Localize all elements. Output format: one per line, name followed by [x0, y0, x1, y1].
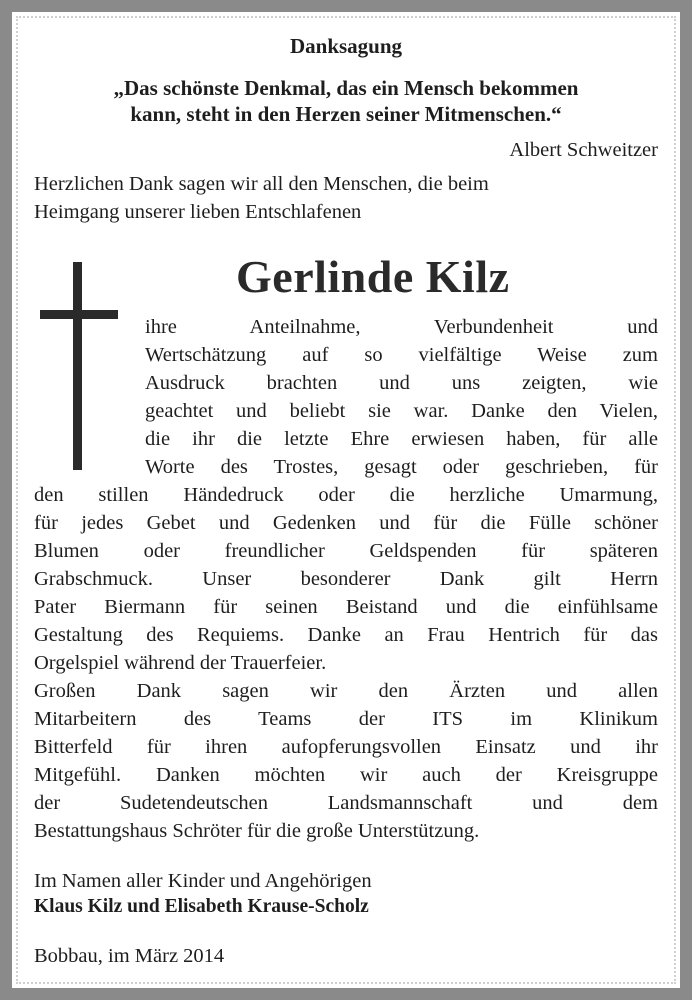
text-line: Worte des Trostes, gesagt oder geschrieben, für [145, 456, 658, 478]
text-line: Blumen oder freundlicher Geldspenden für späteren [34, 540, 658, 562]
text-line: Großen Dank sagen wir den Ärzten und allen [34, 680, 658, 702]
heading: Danksagung [289, 34, 403, 58]
text-line: Pater Biermann für seinen Beistand und die einfühlsame [34, 596, 658, 618]
text-line: für jedes Gebet und Gedenken und für die Fülle schöner [34, 512, 658, 534]
cross-icon [73, 262, 82, 470]
text-line: geachtet und beliebt sie war. Danke den Vielen, [145, 400, 658, 422]
text-line: den stillen Händedruck oder die herzliche Umarmung, [34, 484, 658, 506]
text-line: Grabschmuck. Unser besonderer Dank gilt Herrn [34, 568, 658, 590]
text-line: der Sudetendeutschen Landsmannschaft und dem [34, 792, 658, 814]
text-line: Bestattungshaus Schröter für die große Unterstützung. [34, 820, 480, 842]
intro-line-2: Heimgang unserer lieben Entschlafenen [34, 201, 362, 223]
text-line: Ausdruck brachten und uns zeigten, wie [145, 372, 658, 394]
text-line: Mitarbeitern des Teams der ITS im Klinikum [34, 708, 658, 730]
text-line: Bitterfeld für ihren aufopferungsvollen Einsatz und ihr [34, 736, 658, 758]
text-line: ihre Anteilnahme, Verbundenheit und [145, 316, 658, 338]
text-line: Orgelspiel während der Trauerfeier. [34, 652, 327, 674]
intro-line-1: Herzlichen Dank sagen wir all den Menschen, die beim [34, 173, 489, 195]
signature-names: Klaus Kilz und Elisabeth Krause-Scholz [34, 896, 369, 917]
quote-author: Albert Schweitzer [509, 139, 658, 161]
quote-line-2: kann, steht in den Herzen seiner Mitmenschen.“ [130, 102, 562, 126]
text-line: Gestaltung des Requiems. Danke an Frau Hentrich für das [34, 624, 658, 646]
cross-icon-bar [40, 310, 118, 319]
text-line: die ihr die letzte Ehre erwiesen haben, für alle [145, 428, 658, 450]
text-line: Mitgefühl. Danken möchten wir auch der Kreisgruppe [34, 764, 658, 786]
signature-intro: Im Namen aller Kinder und Angehörigen [34, 870, 372, 892]
deceased-name: Gerlinde Kilz [236, 251, 510, 302]
place-date: Bobbau, im März 2014 [34, 945, 225, 967]
text-line: Wertschätzung auf so vielfältige Weise zum [145, 344, 658, 366]
quote-line-1: „Das schönste Denkmal, das ein Mensch bekommen [113, 76, 579, 100]
